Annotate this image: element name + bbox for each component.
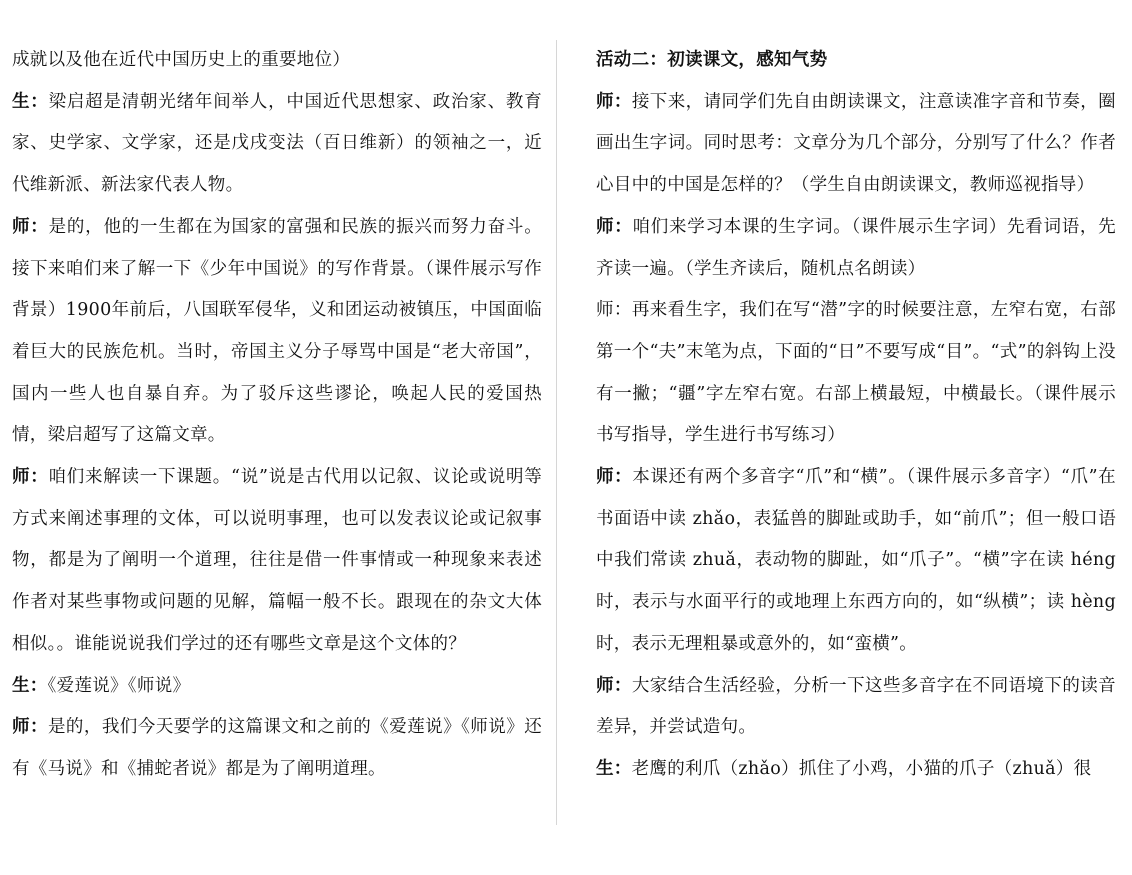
speaker-label: 师： xyxy=(596,216,633,237)
speaker-label: 生： xyxy=(12,91,49,112)
speaker-label: 师： xyxy=(12,467,49,488)
paragraph xyxy=(596,666,1116,749)
paragraph xyxy=(12,666,542,708)
speaker-label: 师： xyxy=(12,717,48,738)
paragraph-text: 咱们来解读一下课题。“说”说是古代用以记叙、议论或说明等方式来阐述事理的文体，可以说明事理，也可以发表议论或记叙事物，都是为了阐明一个道理，往往是借一件事情或一种现象来表述作者对某些事物或问题的见解，篇幅一般不长。跟现在的杂文大体相似。。谁能说说我们学过的还有哪些文章是这个文体的？ xyxy=(12,467,542,654)
paragraph-text: 师：再来看生字，我们在写“潜”字的时候要注意，左窄右宽，右部第一个“夫”末笔为点，下面的“日”不要写成“目”。“式”的斜钩上没有一撇；“疆”字左窄右宽。右部上横最短，中横最长。（课件展示书写指导，学生进行书写练习） xyxy=(596,300,1116,446)
paragraph-text: 老鹰的利爪（zhǎo）抓住了小鸡，小猫的爪子（zhuǎ）很 xyxy=(631,758,1092,779)
paragraph-text: 是的，我们今天要学的这篇课文和之前的《爱莲说》《师说》还有《马说》和《捕蛇者说》都是为了阐明道理。 xyxy=(12,717,542,779)
section-heading: 活动二：初读课文，感知气势 xyxy=(596,50,828,70)
column-divider xyxy=(556,40,557,825)
paragraph xyxy=(12,457,542,666)
speaker-label: 生： xyxy=(12,675,48,696)
paragraph-text: 本课还有两个多音字“爪”和“横”。（课件展示多音字）“爪”在书面语中读 zhǎo，表猛兽的脚趾或助手，如“前爪”；但一般口语中我们常读 zhuǎ，表动物的脚趾，如“爪子”。“横”字在读 héng时，表示与水面平行的或地理上东西方向的，如“纵横”；读 hèng时，表示无理粗暴或意外的，如“蛮横”。 xyxy=(596,467,1116,654)
paragraph-text: 梁启超是清朝光绪年间举人，中国近代思想家、政治家、教育家、史学家、文学家，还是戊戌变法（百日维新）的领袖之一，近代维新派、新法家代表人物。 xyxy=(12,91,542,196)
paragraph xyxy=(12,40,542,82)
paragraph-text: 是的，他的一生都在为国家的富强和民族的振兴而努力奋斗。接下来咱们来了解一下《少年中国说》的写作背景。（课件展示写作背景）1900年前后，八国联军侵华，义和团运动被镇压，中国面临着巨大的民族危机。当时，帝国主义分子辱骂中国是“老大帝国”，国内一些人也自暴自弃。为了驳斥这些谬论，唤起人民的爱国热情，梁启超写了这篇文章。 xyxy=(12,216,542,446)
speaker-label: 师： xyxy=(596,91,632,112)
paragraph-text: 成就以及他在近代中国历史上的重要地位） xyxy=(12,50,351,70)
paragraph-text: 大家结合生活经验，分析一下这些多音字在不同语境下的读音差异，并尝试造句。 xyxy=(596,675,1116,738)
speaker-label: 师： xyxy=(12,216,49,237)
speaker-label: 师： xyxy=(596,467,633,488)
paragraph xyxy=(596,290,1116,457)
paragraph xyxy=(12,82,542,207)
paragraph xyxy=(596,207,1116,290)
paragraph-text: 接下来，请同学们先自由朗读课文，注意读准字音和节奏，圈画出生字词。同时思考：文章分为几个部分，分别写了什么？作者心目中的中国是怎样的？（学生自由朗读课文，教师巡视指导） xyxy=(596,91,1116,196)
paragraph xyxy=(596,457,1116,666)
left-column xyxy=(12,40,542,791)
paragraph xyxy=(12,707,542,790)
paragraph-text: 咱们来学习本课的生字词。（课件展示生字词）先看词语，先齐读一遍。（学生齐读后，随机点名朗读） xyxy=(596,216,1116,279)
speaker-label: 师： xyxy=(596,675,632,696)
paragraph xyxy=(596,82,1116,207)
paragraph xyxy=(12,207,542,457)
paragraph xyxy=(596,749,1116,791)
paragraph-text: 《爱莲说》《师说》 xyxy=(47,675,191,696)
speaker-label: 生： xyxy=(596,758,632,779)
right-column xyxy=(596,40,1116,791)
